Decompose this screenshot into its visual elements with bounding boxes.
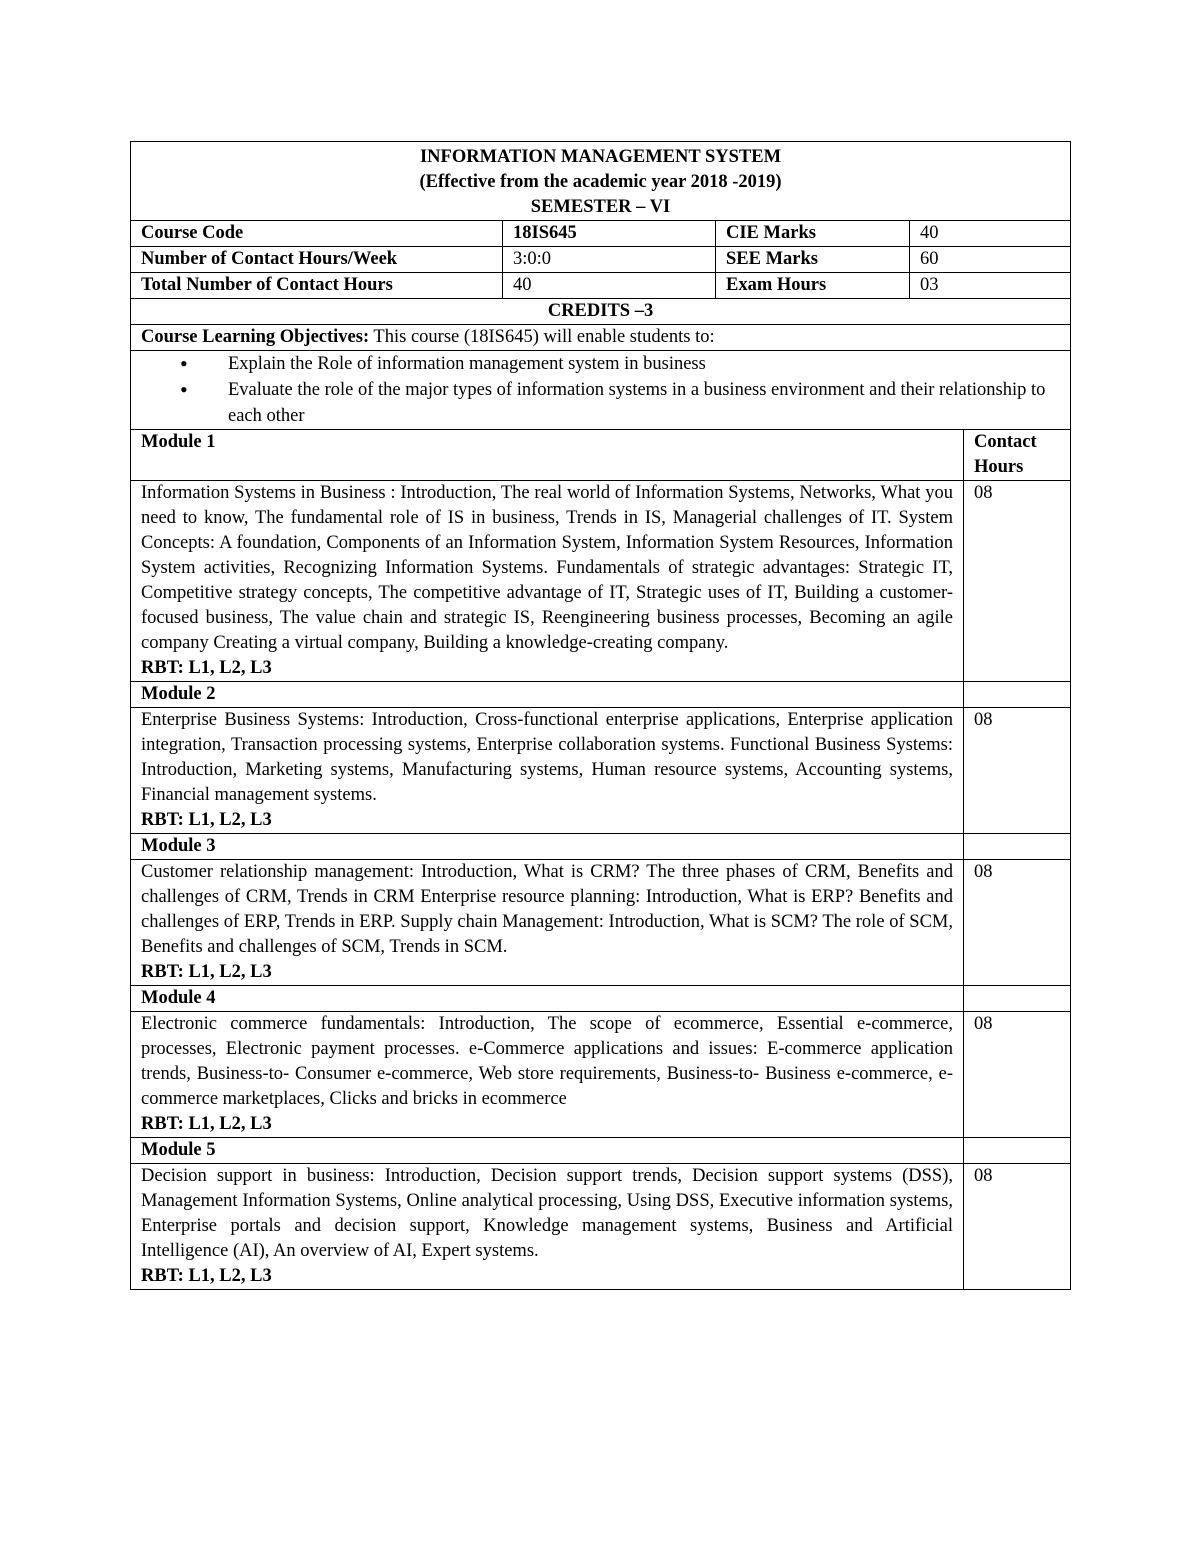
objectives-list-cell [131,351,1071,430]
info-label: Number of Contact Hours/Week [131,247,503,273]
module-rbt: RBT: L1, L2, L3 [141,1114,272,1134]
module-title: Module 4 [131,986,964,1012]
module-title: Module 2 [131,682,964,708]
module-hours-header-empty [964,834,1071,860]
module-content: Customer relationship management: Introduction, What is CRM? The three phases of CRM, Benefits and challenges of CRM, Trends in CRM Enterprise resource planning: Introduction, What is ERP? Benefits and challenges of ERP, Trends in ERP. Supply chain Management: Introduction, What is SCM? The role of SCM, Benefits and challenges of SCM, Trends in SCM. [141,862,953,957]
header-row [131,142,1071,221]
info-value: 40 [910,221,1071,247]
syllabus-page [130,141,1070,1290]
module-title: Module 5 [131,1138,964,1164]
module-content-row [131,481,1071,682]
module-title: Module 3 [131,834,964,860]
course-title: INFORMATION MANAGEMENT SYSTEM [419,147,782,167]
info-value: 3:0:0 [503,247,716,273]
header-cell [131,142,1071,221]
info-label: Course Code [131,221,503,247]
module-content-row [131,860,1071,986]
module-title: Module 1 [131,430,964,481]
module-heading-row [131,834,1071,860]
objectives-heading [131,325,1071,351]
module-content-cell [131,860,964,986]
module-content-cell [131,708,964,834]
module-hours: 08 [964,1164,1071,1290]
credits: CREDITS –3 [131,299,1071,325]
syllabus-table [130,141,1071,1290]
module-rbt: RBT: L1, L2, L3 [141,810,272,830]
semester: SEMESTER – VI [530,197,671,217]
module-heading-row [131,682,1071,708]
module-content: Decision support in business: Introduction, Decision support trends, Decision support systems (DSS), Management Information Systems, Online analytical processing, Using DSS, Executive information systems, Enterprise portals and decision support, Knowledge management systems, Business and Artificial Intelligence (AI), An overview of AI, Expert systems. [141,1166,953,1261]
module-content-cell [131,481,964,682]
module-rbt: RBT: L1, L2, L3 [141,658,272,678]
module-content-row [131,1012,1071,1138]
module-hours-header-empty [964,986,1071,1012]
credits-row [131,299,1071,325]
info-label: SEE Marks [716,247,910,273]
contact-hours-header: Contact Hours [964,430,1071,481]
module-rbt: RBT: L1, L2, L3 [141,1266,272,1286]
module-content: Electronic commerce fundamentals: Introduction, The scope of ecommerce, Essential e-commerce, processes, Electronic payment processes. e-Commerce applications and issues: E-commerce application trends, Business-to- Consumer e-commerce, Web store requirements, Business-to- Business e-commerce, e-commerce marketplaces, Clicks and bricks in ecommerce [141,1014,953,1109]
module-heading-row [131,986,1071,1012]
info-value: 03 [910,273,1071,299]
module-content-row [131,1164,1071,1290]
info-label: CIE Marks [716,221,910,247]
info-label: Exam Hours [716,273,910,299]
objectives-list [141,351,1060,429]
module-content-cell [131,1012,964,1138]
module-content: Information Systems in Business : Introduction, The real world of Information Systems, Networks, What you need to know, The fundamental role of IS in business, Trends in IS, Managerial challenges of IT. System Concepts: A foundation, Components of an Information System, Information System Resources, Information System activities, Recognizing Information Systems. Fundamentals of strategic advantages: Strategic IT, Competitive strategy concepts, The competitive advantage of IT, Strategic uses of IT, Building a customer-focused business, The value chain and strategic IS, Reengineering business processes, Becoming an agile company Creating a virtual company, Building a knowledge-creating company. [141,483,953,653]
module-heading-row [131,430,1071,481]
module-content-row [131,708,1071,834]
module-content: Enterprise Business Systems: Introduction, Cross-functional enterprise applications, Enterprise application integration, Transaction processing systems, Enterprise collaboration systems. Functional Business Systems: Introduction, Marketing systems, Manufacturing systems, Human resource systems, Accounting systems, Financial management systems. [141,710,953,805]
module-heading-row [131,1138,1071,1164]
info-row [131,273,1071,299]
objectives-label: Course Learning Objectives: [141,327,370,347]
module-hours-header-empty [964,682,1071,708]
info-row [131,221,1071,247]
module-hours-header-empty [964,1138,1071,1164]
info-value: 40 [503,273,716,299]
module-hours: 08 [964,1012,1071,1138]
objective-item: • Evaluate the role of the major types of information systems in a business environment and their relationship to each other [141,377,1060,429]
objectives-intro: This course (18IS645) will enable students to: [369,327,715,347]
module-hours: 08 [964,481,1071,682]
module-hours: 08 [964,860,1071,986]
info-value: 60 [910,247,1071,273]
info-value: 18IS645 [503,221,716,247]
info-row [131,247,1071,273]
objective-item: • Explain the Role of information management system in business [141,351,1060,377]
module-content-cell [131,1164,964,1290]
objectives-heading-row [131,325,1071,351]
effective-year: (Effective from the academic year 2018 -2019) [419,172,782,192]
info-label: Total Number of Contact Hours [131,273,503,299]
module-rbt: RBT: L1, L2, L3 [141,962,272,982]
objectives-list-row [131,351,1071,430]
module-hours: 08 [964,708,1071,834]
